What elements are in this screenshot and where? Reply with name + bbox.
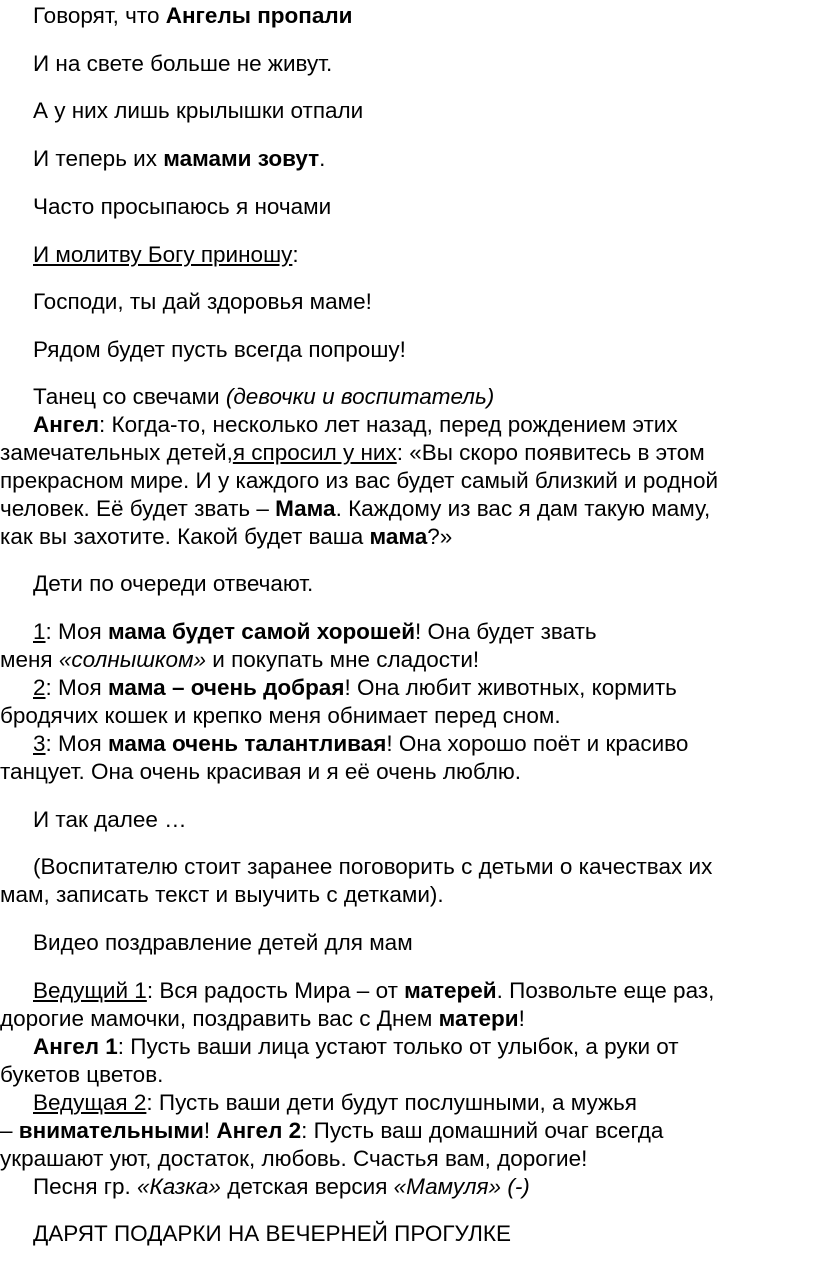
kid-1-line-1 — [33, 618, 597, 646]
poem-line-3: А у них лишь крылышки отпали — [33, 98, 364, 123]
speaker-name: Ангел 2 — [216, 1118, 302, 1143]
italic-text: (девочки и воспитатель) — [225, 384, 495, 409]
italic-text: «солнышком» — [58, 647, 207, 672]
bold-text: мама — [369, 524, 428, 549]
angel-line-5 — [0, 523, 452, 551]
angel-line-2 — [0, 439, 705, 467]
kid-number: 3 — [33, 731, 46, 756]
bold-text: матерей — [404, 978, 497, 1003]
host1-line-1 — [33, 977, 714, 1005]
angel1-line-2: букетов цветов. — [0, 1062, 164, 1087]
text: Танец со свечами — [33, 384, 226, 409]
poem-line-7: Господи, ты дай здоровья маме! — [33, 289, 372, 314]
text: : Моя — [45, 675, 108, 700]
text: ! Она любит животных, кормить — [344, 675, 677, 700]
text: . — [319, 146, 326, 171]
text: человек. Её будет звать – — [0, 496, 276, 521]
text: замечательных детей, — [0, 440, 233, 465]
text: : Вся радость Мира – от — [146, 978, 405, 1003]
kid-1-line-2 — [0, 646, 479, 674]
kid-3-line-2: танцует. Она очень красивая и я её очень люблю. — [0, 759, 521, 784]
dance-line — [33, 383, 494, 411]
song-line — [33, 1173, 530, 1201]
host2-line-1 — [33, 1089, 637, 1117]
text: ! — [203, 1118, 217, 1143]
bold-text: мама – очень добрая — [107, 675, 345, 700]
poem-line-1 — [33, 2, 353, 30]
bold-text: мама очень талантливая — [107, 731, 387, 756]
kid-2-line-1 — [33, 674, 677, 702]
angel1-line-1 — [33, 1033, 679, 1061]
italic-text: «Казка» — [137, 1174, 221, 1199]
text: ! Она будет звать — [415, 619, 597, 644]
text: дорогие мамочки, поздравить вас с Днем — [0, 1006, 439, 1031]
kid-number: 1 — [33, 619, 46, 644]
text: и покупать мне сладости! — [206, 647, 480, 672]
angel-line-4 — [0, 495, 710, 523]
final-line: ДАРЯТ ПОДАРКИ НА ВЕЧЕРНЕЙ ПРОГУЛКЕ — [33, 1221, 511, 1246]
text: : «Вы скоро появитесь в этом — [396, 440, 705, 465]
text: детская версия — [220, 1174, 394, 1199]
text: : Пусть ваши лица устают только от улыбок, а руки от — [117, 1034, 679, 1059]
text: ?» — [427, 524, 453, 549]
text: как вы захотите. Какой будет ваша — [0, 524, 370, 549]
bold-text: мамами зовут — [163, 146, 320, 171]
text: . Позвольте еще раз, — [496, 978, 715, 1003]
text: И теперь их — [33, 146, 164, 171]
kid-number: 2 — [33, 675, 46, 700]
speaker-name: Ангел — [33, 412, 100, 437]
host2-line-2 — [0, 1117, 663, 1145]
note-line-1: (Воспитателю стоит заранее поговорить с детьми о качествах их — [33, 854, 713, 879]
poem-line-6 — [33, 241, 299, 269]
angel-line-1 — [33, 411, 678, 439]
host1-line-2 — [0, 1005, 525, 1033]
text: : Моя — [45, 619, 108, 644]
text: . Каждому из вас я дам такую маму, — [335, 496, 711, 521]
bold-text: Мама — [275, 496, 336, 521]
underlined-text: я спросил у них — [232, 440, 397, 465]
speaker-name: Ведущий 1 — [33, 978, 147, 1003]
poem-line-4 — [33, 145, 325, 173]
bold-text: Ангелы пропали — [165, 3, 353, 28]
etc-line: И так далее … — [33, 807, 187, 832]
text: Песня гр. — [33, 1174, 138, 1199]
kids-intro: Дети по очереди отвечают. — [33, 571, 314, 596]
bold-text: мама будет самой хорошей — [107, 619, 416, 644]
text: : Пусть ваш домашний очаг всегда — [301, 1118, 664, 1143]
text: : Моя — [45, 731, 108, 756]
speaker-name: Ведущая 2 — [33, 1090, 147, 1115]
kid-3-line-1 — [33, 730, 688, 758]
host2-line-3: украшают уют, достаток, любовь. Счастья вам, дорогие! — [0, 1146, 588, 1171]
text: : Пусть ваши дети будут послушными, а мужья — [146, 1090, 637, 1115]
poem-line-5: Часто просыпаюсь я ночами — [33, 194, 332, 219]
poem-line-2: И на свете больше не живут. — [33, 51, 333, 76]
poem-line-8: Рядом будет пусть всегда попрошу! — [33, 337, 406, 362]
text: меня — [0, 647, 59, 672]
angel-line-3: прекрасном мире. И у каждого из вас будет самый близкий и родной — [0, 468, 719, 493]
video-line: Видео поздравление детей для мам — [33, 930, 413, 955]
kid-2-line-2: бродячих кошек и крепко меня обнимает перед сном. — [0, 703, 561, 728]
bold-text: матери — [438, 1006, 519, 1031]
text: ! — [518, 1006, 525, 1031]
speaker-name: Ангел 1 — [33, 1034, 118, 1059]
italic-text: «Мамуля» (-) — [393, 1174, 530, 1199]
bold-text: внимательными — [18, 1118, 204, 1143]
text: – — [0, 1118, 19, 1143]
underlined-text: И молитву Богу приношу — [33, 242, 293, 267]
text: : — [292, 242, 299, 267]
text: Говорят, что — [33, 3, 166, 28]
text: ! Она хорошо поёт и красиво — [386, 731, 689, 756]
note-line-2: мам, записать текст и выучить с детками). — [0, 882, 444, 907]
text: : Когда-то, несколько лет назад, перед рождением этих — [99, 412, 678, 437]
